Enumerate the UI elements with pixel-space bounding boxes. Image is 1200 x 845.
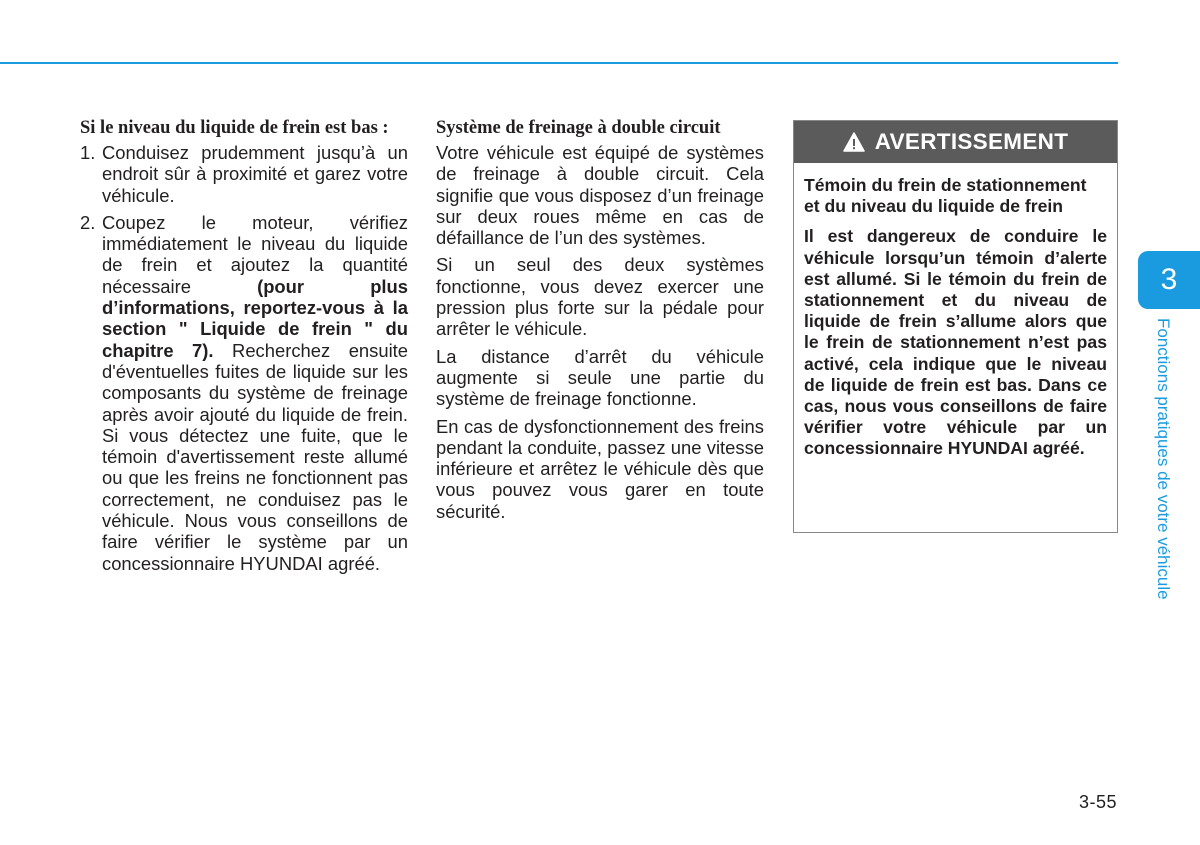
paragraph: Si un seul des deux systèmes fonctionne, vous devez exercer une pression plus forte sur la pédale pour arrêter le véhicule. (436, 254, 764, 340)
chapter-number: 3 (1160, 263, 1178, 296)
section-heading-dual-circuit: Système de freinage à double circuit (436, 118, 721, 138)
column-dual-circuit (436, 118, 764, 528)
chapter-tab (1138, 251, 1200, 309)
warning-text: Il est dangereux de conduire le véhicule lorsqu’un témoin d’alerte est allumé. Si le témoin du frein de stationnement et du niveau de liquide de frein s’allume alors que le frein de stationnement n’est pas activé, cela indique que le niveau de liquide de frein est bas. Dans ce cas, nous vous conseillons de faire vérifier votre véhicule par un concessionnaire HYUNDAI agréé. (804, 226, 1107, 459)
list-item (80, 212, 408, 574)
top-rule (0, 62, 1118, 64)
steps-list (80, 142, 408, 574)
list-item-text-continued: Recherchez ensuite d'éventuelles fuites de liquide sur les composants du système de freinage après avoir ajouté du liquide de frein. Si vous détectez une fuite, que le témoin d'avertissement reste allumé ou que les freins ne fonctionnent pas correctement, ne conduisez pas le véhicule. Nous vous conseillons de faire vérifier le système par un concessionnaire HYUNDAI agréé. (102, 339, 408, 574)
warning-box (793, 120, 1118, 533)
list-item (80, 142, 408, 206)
paragraph: En cas de dysfonctionnement des freins pendant la conduite, passez une vitesse inférieure et arrêtez le véhicule dès que vous pouvez vous garer en toute sécurité. (436, 415, 764, 522)
list-item-text: Coupez le moteur, vérifiez immédiatement le niveau du liquide de frein et ajoutez la quantité nécessaire (102, 211, 408, 297)
list-item-number: 2. (80, 211, 96, 233)
warning-title: AVERTISSEMENT (874, 129, 1069, 154)
list-item-bold-reference: (pour plus d’informations, reportez-vous à la section " Liquide de frein " du chapitre 7). (102, 275, 408, 361)
paragraph: La distance d’arrêt du véhicule augmente si seule une partie du système de freinage fonctionne. (436, 345, 764, 410)
section-heading-brake-fluid-low: Si le niveau du liquide de frein est bas : (80, 118, 389, 138)
paragraph: Votre véhicule est équipé de systèmes de freinage à double circuit. Cela signifie que vous disposez d’un freinage sur deux roues même en cas de défaillance de l’un des systèmes. (436, 142, 764, 249)
warning-triangle-icon (843, 132, 865, 152)
chapter-title-vertical: Fonctions pratiques de votre véhicule (1154, 318, 1173, 600)
column-brake-fluid-low (80, 118, 408, 580)
warning-subheading: Témoin du frein de stationnement et du niveau du liquide de frein (804, 175, 1087, 217)
list-item-number: 1. (80, 142, 96, 163)
warning-header (794, 121, 1117, 163)
list-item-text: Conduisez prudemment jusqu’à un endroit sûr à proximité et garez votre véhicule. (102, 142, 408, 206)
warning-body (794, 163, 1117, 460)
page-number: 3-55 (1079, 792, 1118, 812)
